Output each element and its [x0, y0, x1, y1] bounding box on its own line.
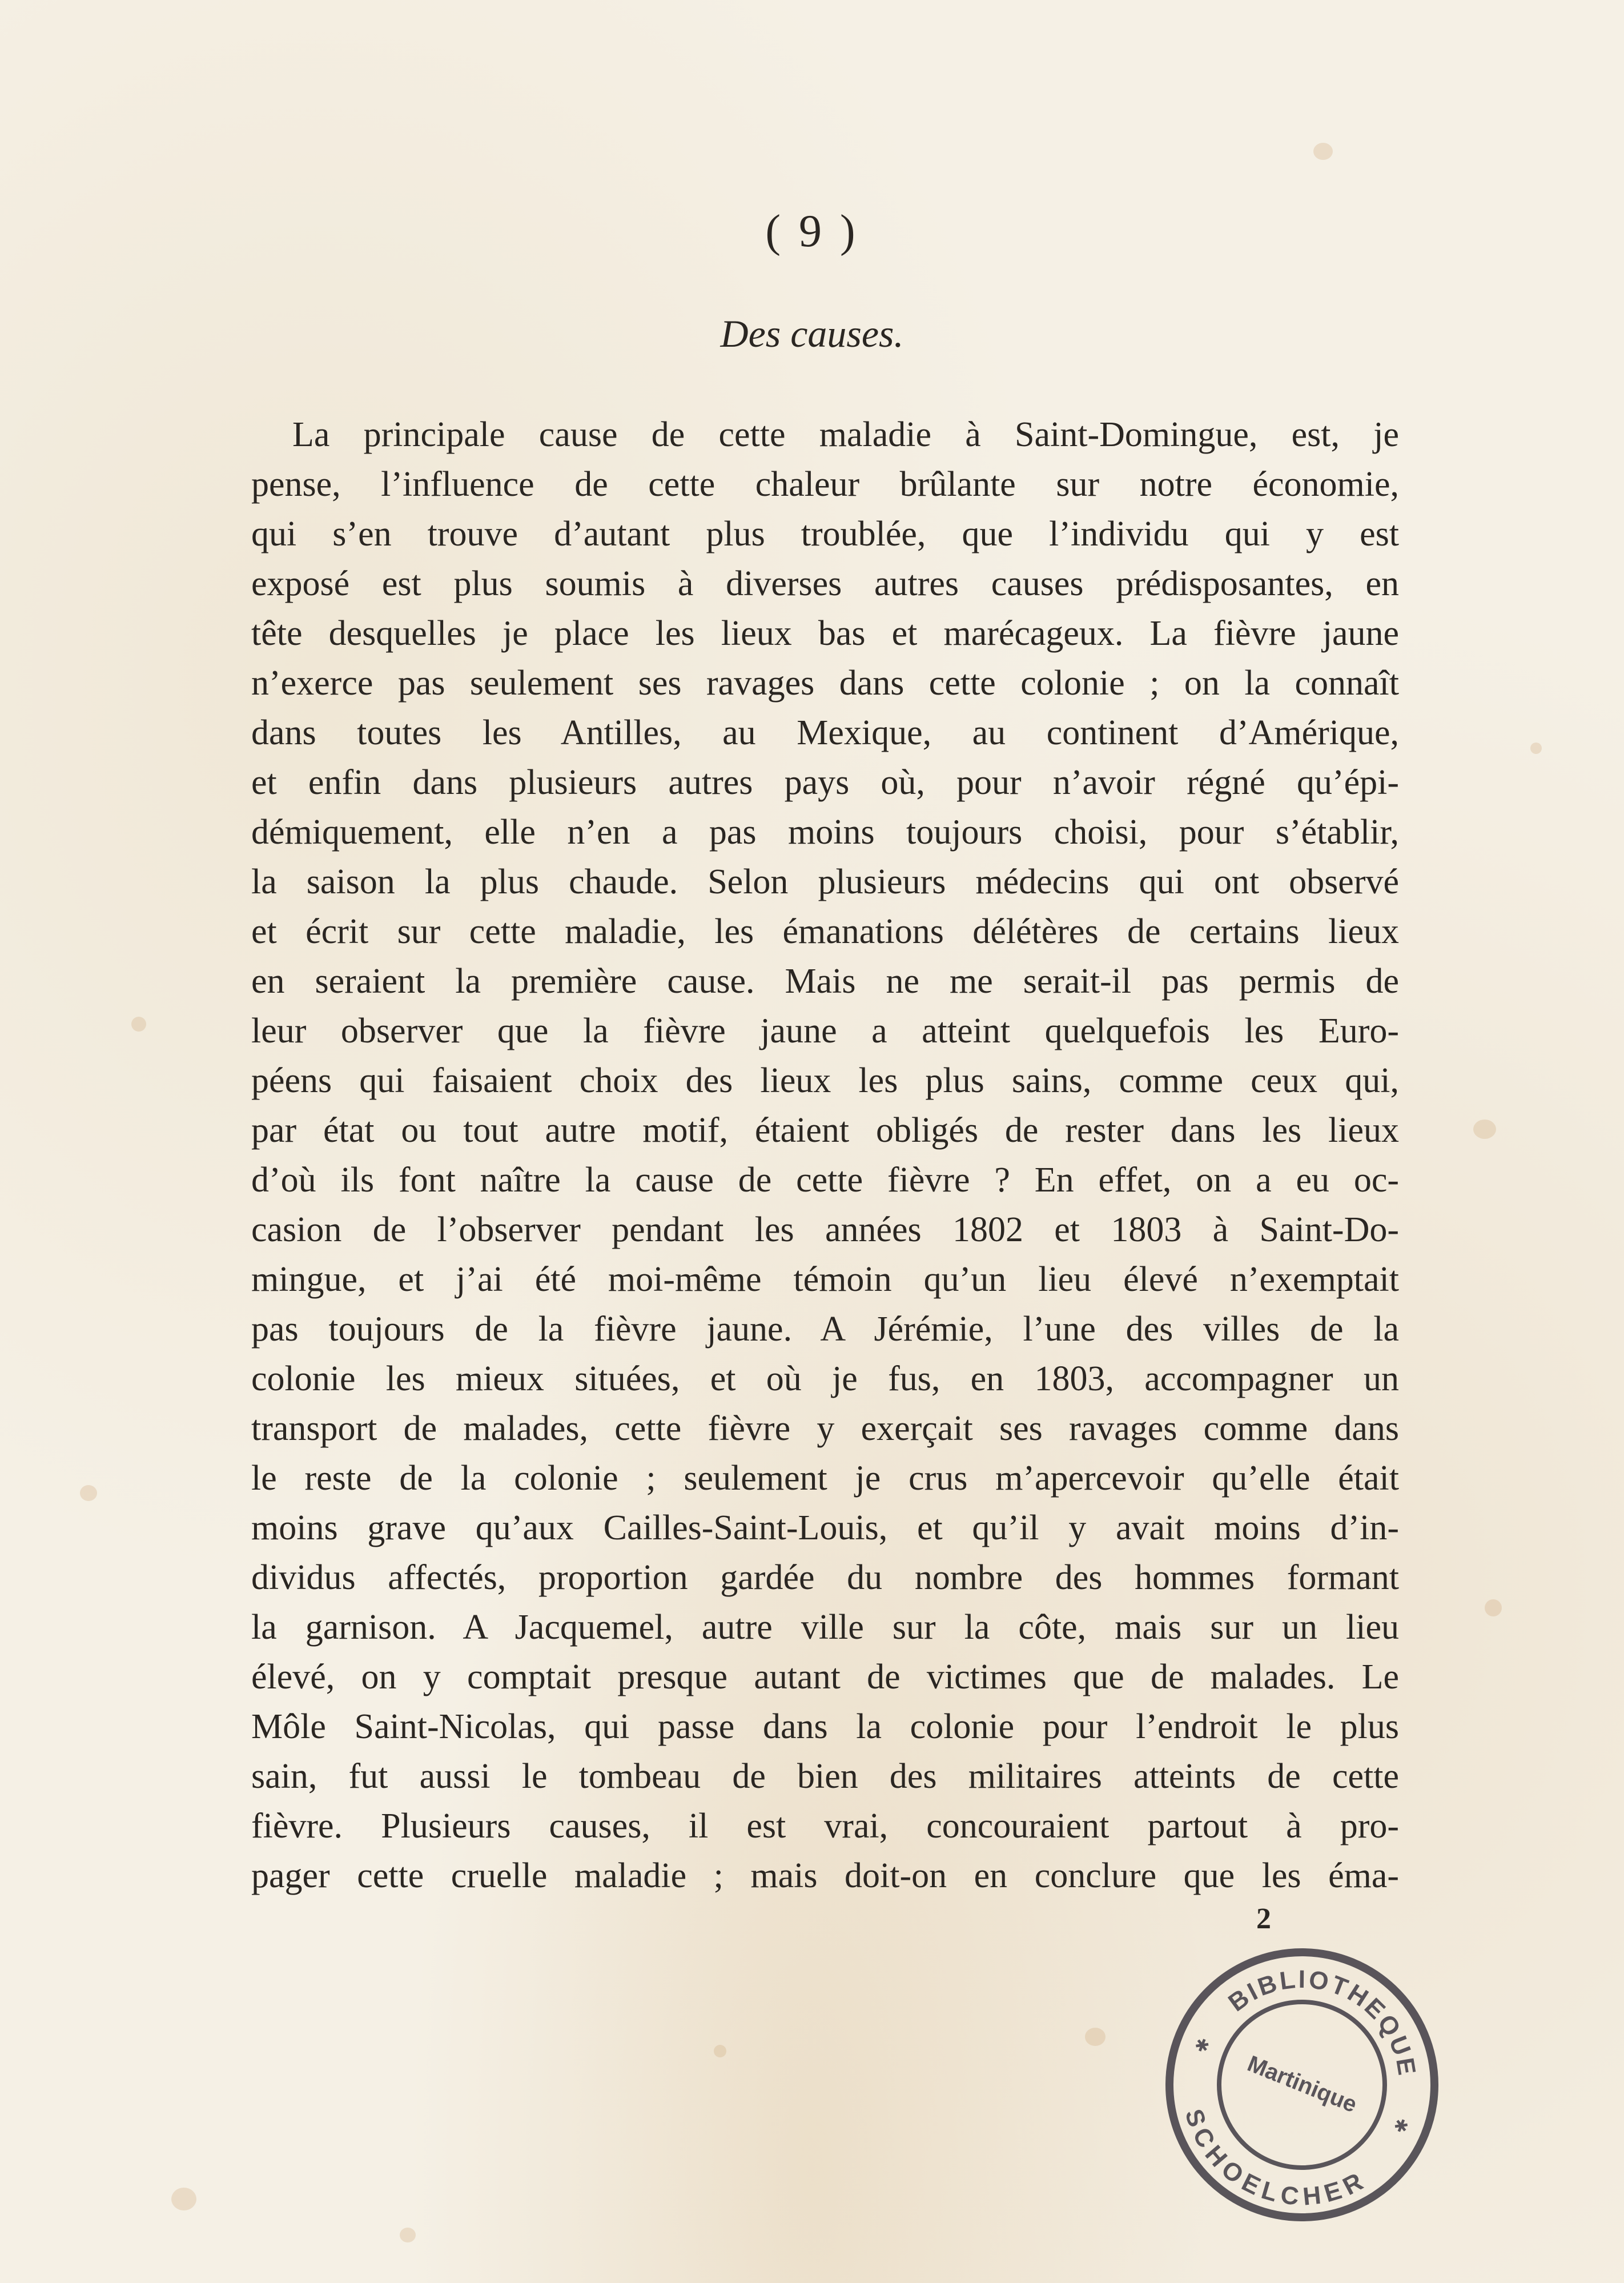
foxing-spot — [1473, 1120, 1496, 1139]
library-stamp — [1159, 1942, 1445, 2228]
foxing-spot — [80, 1485, 97, 1501]
text-line: leur observer que la fièvre jaune a atteint quelquefois les Euro- — [251, 1012, 1399, 1050]
foxing-spot — [1530, 743, 1542, 754]
text-line: moins grave qu’aux Cailles-Saint-Louis, et qu’il y avait moins d’in- — [251, 1508, 1399, 1547]
stamp-top-text: BIBLIOTHEQUE — [1223, 1965, 1421, 2080]
text-line: La principale cause de cette maladie à Saint-Domingue, est, je — [292, 415, 1399, 454]
page-number: ( 9 ) — [765, 206, 859, 256]
text-line: exposé est plus soumis à diverses autres causes prédisposantes, en — [251, 564, 1399, 603]
star-icon: ✱ — [1390, 2114, 1412, 2138]
text-line: d’où ils font naître la cause de cette fièvre ? En effet, on a eu oc- — [251, 1161, 1399, 1199]
text-line: pas toujours de la fièvre jaune. A Jérémie, l’une des villes de la — [251, 1310, 1399, 1349]
text-line: démiquement, elle n’en a pas moins toujours choisi, pour s’établir, — [251, 813, 1399, 852]
text-line: sain, fut aussi le tombeau de bien des militaires atteints de cette — [251, 1757, 1399, 1796]
stamp-bottom-text: SCHOELCHER — [1179, 2105, 1370, 2211]
text-line: transport de malades, cette fièvre y exerçait ses ravages comme dans — [251, 1409, 1399, 1448]
foxing-spot — [714, 2045, 726, 2057]
foxing-spot — [1313, 143, 1333, 160]
stamp-ink — [1159, 1942, 1445, 2228]
text-line: par état ou tout autre motif, étaient obligés de rester dans les lieux — [251, 1111, 1399, 1150]
body-text — [251, 410, 1399, 1901]
text-line: et écrit sur cette maladie, les émanations délétères de certains lieux — [251, 912, 1399, 951]
section-title: Des causes. — [720, 312, 904, 355]
foxing-spot — [171, 2188, 196, 2210]
foxing-spot — [131, 1017, 146, 1032]
text-line: colonie les mieux situées, et où je fus, en 1803, accompagner un — [251, 1359, 1399, 1398]
foxing-spot — [1085, 2028, 1106, 2046]
text-line: mingue, et j’ai été moi-même témoin qu’un lieu élevé n’exemptait — [251, 1260, 1399, 1299]
text-line: fièvre. Plusieurs causes, il est vrai, concouraient partout à pro- — [251, 1807, 1399, 1845]
text-line: la garnison. A Jacquemel, autre ville sur la côte, mais sur un lieu — [251, 1608, 1399, 1647]
text-line: en seraient la première cause. Mais ne me serait-il pas permis de — [251, 962, 1399, 1001]
star-icon: ✱ — [1191, 2033, 1212, 2058]
text-line: tête desquelles je place les lieux bas et marécageux. La fièvre jaune — [251, 614, 1399, 653]
text-line: dividus affectés, proportion gardée du nombre des hommes formant — [251, 1558, 1399, 1597]
text-line: péens qui faisaient choix des lieux les plus sains, comme ceux qui, — [251, 1061, 1399, 1100]
text-line: casion de l’observer pendant les années 1802 et 1803 à Saint-Do- — [251, 1210, 1399, 1249]
text-line: pager cette cruelle maladie ; mais doit-on en conclure que les éma- — [251, 1856, 1399, 1895]
text-line: dans toutes les Antilles, au Mexique, au continent d’Amérique, — [251, 713, 1399, 752]
foxing-spot — [400, 2228, 416, 2242]
text-line: la saison la plus chaude. Selon plusieurs médecins qui ont observé — [251, 862, 1399, 901]
text-line: et enfin dans plusieurs autres pays où, pour n’avoir régné qu’épi- — [251, 763, 1399, 802]
signature-mark: 2 — [1256, 1903, 1271, 1935]
text-line: Môle Saint-Nicolas, qui passe dans la colonie pour l’endroit le plus — [251, 1707, 1399, 1746]
text-line: qui s’en trouve d’autant plus troublée, que l’individu qui y est — [251, 515, 1399, 553]
text-line: le reste de la colonie ; seulement je crus m’apercevoir qu’elle était — [251, 1459, 1399, 1498]
foxing-spot — [1485, 1599, 1502, 1616]
stamp-center-text: Martinique — [1244, 2051, 1361, 2118]
text-line: élevé, on y comptait presque autant de victimes que de malades. Le — [251, 1658, 1399, 1696]
text-line: n’exerce pas seulement ses ravages dans cette colonie ; on la connaît — [251, 664, 1399, 703]
text-line: pense, l’influence de cette chaleur brûlante sur notre économie, — [251, 465, 1399, 504]
